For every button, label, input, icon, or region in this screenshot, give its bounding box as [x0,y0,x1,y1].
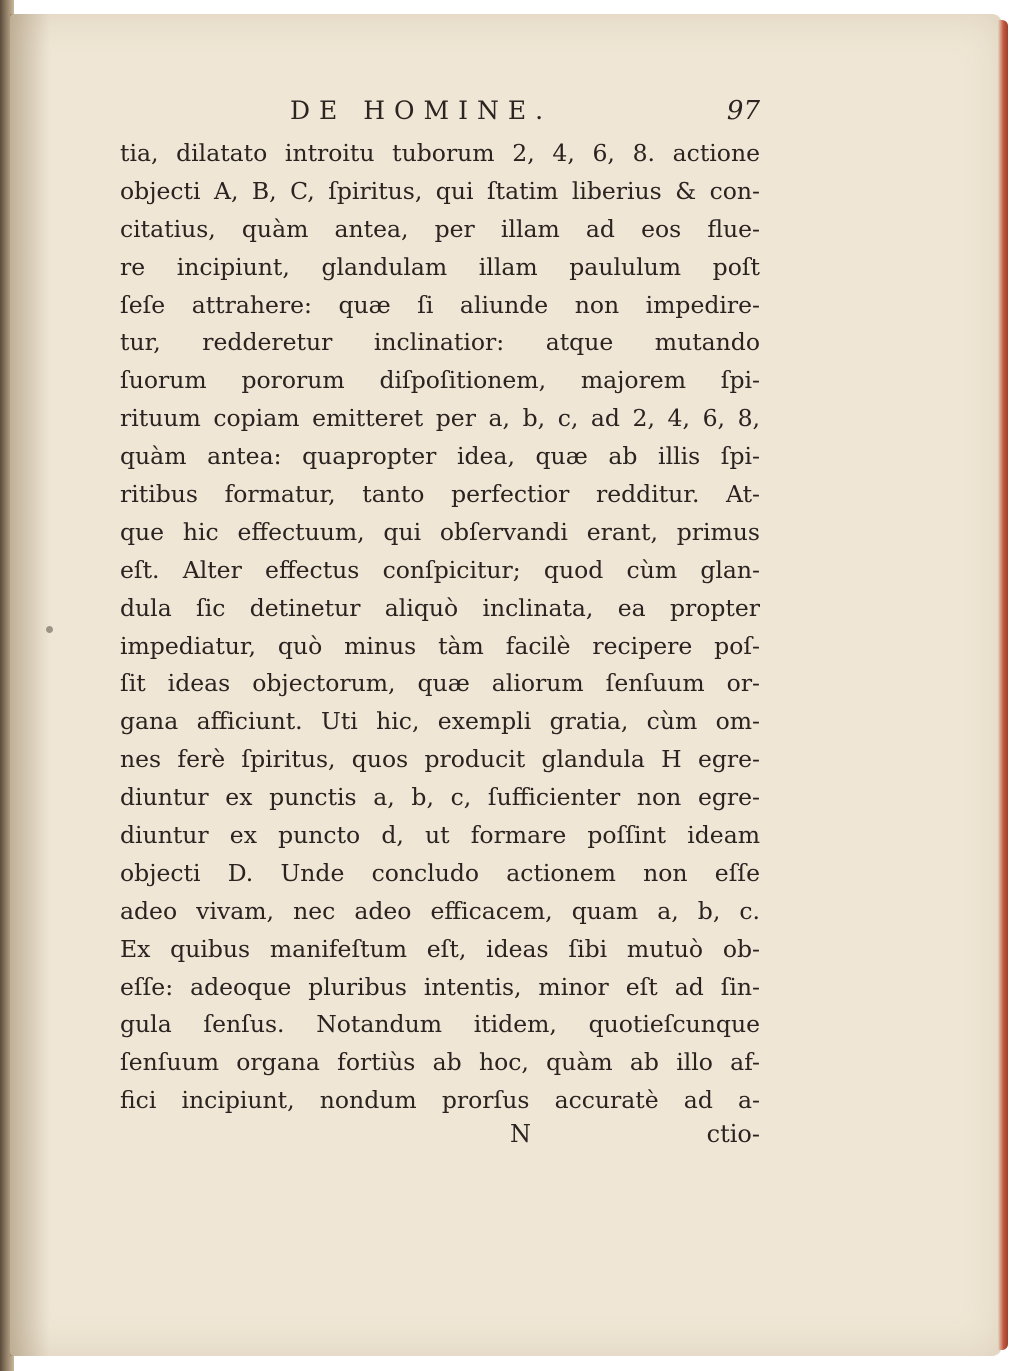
text-line: ritibus formatur, tanto perfectior redditur. At- [120,480,760,509]
text-line: ſuorum pororum diſpoſitionem, majorem ſpi- [120,366,760,395]
text-line: objecti D. Unde concludo actionem non eſſe [120,858,760,887]
text-line: adeo vivam, nec adeo efficacem, quam a, b, c. [120,896,760,925]
text-line: eſt. Alter effectus conſpicitur; quod cùm glan- [120,555,760,584]
page-number: 97 [726,96,760,126]
text-line: quàm antea: quapropter idea, quæ ab illis ſpi- [120,442,760,471]
text-line: fici incipiunt, nondum prorſus accuratè ad a- [120,1086,760,1115]
text-line: dula ſic detinetur aliquò inclinata, ea propter [120,593,760,622]
text-line: gana afficiunt. Uti hic, exempli gratia, cùm om- [120,707,760,736]
text-line: re incipiunt, glandulam illam paululum poſt [120,252,760,281]
signature-mark: N [510,1120,531,1148]
page-footer [120,1120,760,1160]
text-line: impediatur, quò minus tàm facilè recipere poſ- [120,631,760,660]
text-line: nes ferè ſpiritus, quos producit glandula H egre- [120,745,760,774]
text-line: tia, dilatato introitu tuborum 2, 4, 6, 8. actione [120,139,760,167]
body-text [120,135,760,1120]
text-line: citatius, quàm antea, per illam ad eos flue- [120,214,760,243]
text-line: tur, redderetur inclinatior: atque mutando [120,328,760,357]
page-red-edge [998,20,1008,1350]
paper-blemish [46,626,53,633]
text-line: objecti A, B, C, ſpiritus, qui ſtatim liberius & con- [120,176,760,205]
text-line: eſſe: adeoque pluribus intentis, minor eſt ad ſin- [120,972,760,1001]
text-line: diuntur ex puncto d, ut formare poſſint ideam [120,821,760,850]
page-gutter-shadow [10,14,50,1356]
text-line: gula ſenſus. Notandum itidem, quotieſcunque [120,1010,760,1039]
text-line: que hic effectuum, qui obſervandi erant, primus [120,517,760,546]
text-line: ſenſuum organa fortiùs ab hoc, quàm ab illo af- [120,1048,760,1077]
page-header [120,96,760,136]
text-line: rituum copiam emitteret per a, b, c, ad 2, 4, 6, 8, [120,404,760,433]
running-title: DE HOMINE. [290,96,553,125]
text-line: ſit ideas objectorum, quæ aliorum ſenſuum or- [120,669,760,698]
text-line: Ex quibus manifeſtum eſt, ideas ſibi mutuò ob- [120,934,760,963]
text-line: ſeſe attrahere: quæ ſi aliunde non impedire- [120,290,760,319]
text-line: diuntur ex punctis a, b, c, ſufficienter non egre- [120,783,760,812]
catchword: ctio- [706,1120,760,1148]
